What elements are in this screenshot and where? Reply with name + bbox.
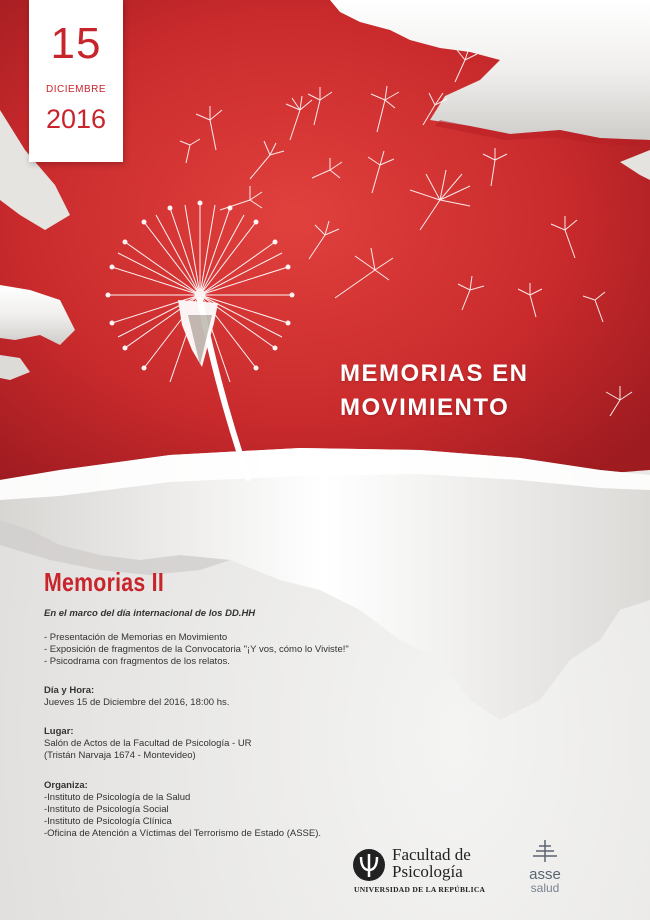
date-card xyxy=(29,0,123,162)
asse-subtitle: salud xyxy=(530,881,560,895)
event-title-line-2: MOVIMIENTO xyxy=(340,394,510,421)
when-label: Día y Hora: xyxy=(44,685,95,696)
event-title xyxy=(340,357,640,425)
organizer-item: -Instituto de Psicología de la Salud xyxy=(44,792,191,803)
date-year: 2016 xyxy=(45,104,107,134)
psi-emblem-icon xyxy=(352,848,386,882)
organizer-item: -Oficina de Atención a Víctimas del Terrorismo de Estado (ASSE). xyxy=(44,828,322,839)
organizers-label: Organiza: xyxy=(44,780,88,791)
activities-list xyxy=(44,632,349,668)
asse-emblem-icon xyxy=(530,840,560,862)
when-section xyxy=(44,685,229,709)
activity-item: - Psicodrama con fragmentos de los relatos. xyxy=(44,656,230,667)
asse-logo xyxy=(520,840,570,900)
facultad-name xyxy=(392,846,471,880)
organizer-item: -Instituto de Psicología Social xyxy=(44,804,169,815)
facultad-line-1: Facultad de xyxy=(392,845,471,864)
event-title-line-1: MEMORIAS EN xyxy=(340,360,529,387)
activity-item: - Exposición de fragmentos de la Convocatoria "¡Y vos, cómo lo Viviste!" xyxy=(44,644,349,655)
asse-name: asse xyxy=(529,866,561,883)
when-value: Jueves 15 de Diciembre del 2016, 18:00 hs. xyxy=(44,697,230,708)
event-subtitle: Memorias II xyxy=(44,567,165,597)
activity-item: - Presentación de Memorias en Movimiento xyxy=(44,632,228,643)
where-section xyxy=(44,726,252,762)
date-month: DICIEMBRE xyxy=(45,84,107,95)
event-context: En el marco del día internacional de los DD.HH xyxy=(44,608,256,619)
university-name: UNIVERSIDAD DE LA REPÚBLICA xyxy=(354,885,486,894)
where-label: Lugar: xyxy=(44,726,74,737)
facultad-psicologia-logo xyxy=(352,845,502,900)
organizer-item: -Instituto de Psicología Clínica xyxy=(44,816,172,827)
facultad-line-2: Psicología xyxy=(392,862,463,881)
organizers-section xyxy=(44,780,321,840)
date-day: 15 xyxy=(50,19,102,68)
where-line-1: Salón de Actos de la Facultad de Psicología - UR xyxy=(44,738,252,749)
where-line-2: (Tristán Narvaja 1674 - Montevideo) xyxy=(44,750,196,761)
